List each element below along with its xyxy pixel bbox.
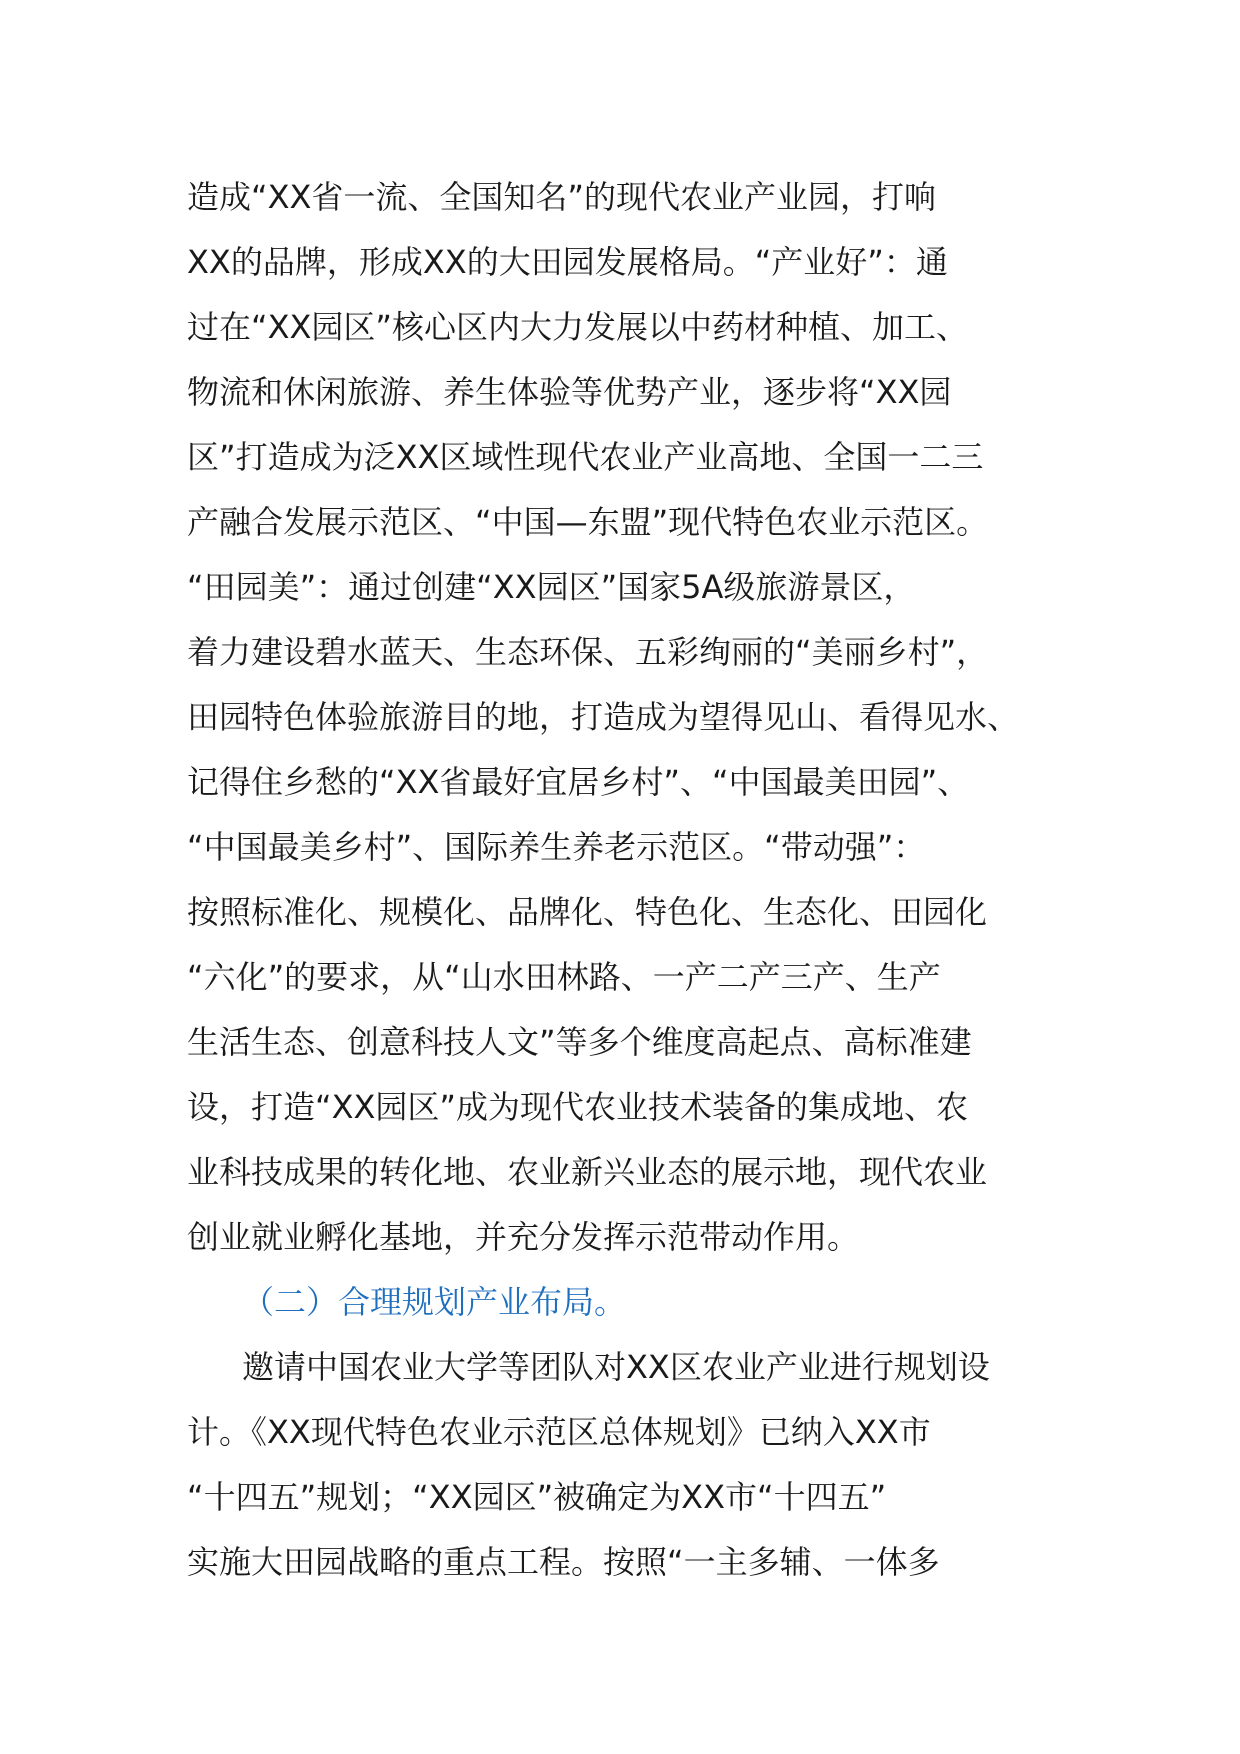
text-line: 着力建设碧水蓝天、生态环保、五彩绚丽的“美丽乡村”， <box>187 633 989 671</box>
paragraph-first-line: 邀请中国农业大学等团队对XX区农业产业进行规划设 <box>242 1348 990 1386</box>
text-line: XX的品牌，形成XX的大田园发展格局。“产业好”：通 <box>187 243 948 281</box>
text-line: 产融合发展示范区、“中国—东盟”现代特色农业示范区。 <box>187 503 989 541</box>
document-body <box>187 165 1087 1595</box>
text-line: 计。《XX现代特色农业示范区总体规划》已纳入XX市 <box>187 1413 931 1451</box>
text-line: 生活生态、创意科技人文”等多个维度高起点、高标准建 <box>187 1023 972 1061</box>
text-line: 记得住乡愁的“XX省最好宜居乡村”、“中国最美田园”、 <box>187 763 970 801</box>
text-line: 业科技成果的转化地、农业新兴业态的展示地，现代农业 <box>187 1153 988 1191</box>
text-line: 区”打造成为泛XX区域性现代农业产业高地、全国一二三 <box>187 438 984 476</box>
text-line: “六化”的要求，从“山水田林路、一产二产三产、生产 <box>187 958 941 996</box>
text-line: 创业就业孵化基地，并充分发挥示范带动作用。 <box>187 1218 860 1256</box>
text-line: “田园美”：通过创建“XX园区”国家5A级旅游景区， <box>187 568 916 606</box>
text-line: 按照标准化、规模化、品牌化、特色化、生态化、田园化 <box>187 893 988 931</box>
section-heading: （二）合理规划产业布局。 <box>242 1283 627 1321</box>
text-line: 田园特色体验旅游目的地，打造成为望得见山、看得见水、 <box>187 698 1020 736</box>
text-line: 造成“XX省一流、全国知名”的现代农业产业园，打响 <box>187 178 937 216</box>
text-line: “十四五”规划；“XX园区”被确定为XX市“十四五” <box>187 1478 887 1516</box>
text-line: 过在“XX园区”核心区内大力发展以中药材种植、加工、 <box>187 308 969 346</box>
text-line: “中国最美乡村”、国际养生养老示范区。“带动强”： <box>187 828 926 866</box>
text-line: 设，打造“XX园区”成为现代农业技术装备的集成地、农 <box>187 1088 969 1126</box>
text-line: 物流和休闲旅游、养生体验等优势产业，逐步将“XX园 <box>187 373 952 411</box>
text-line: 实施大田园战略的重点工程。按照“一主多辅、一体多 <box>187 1543 940 1581</box>
